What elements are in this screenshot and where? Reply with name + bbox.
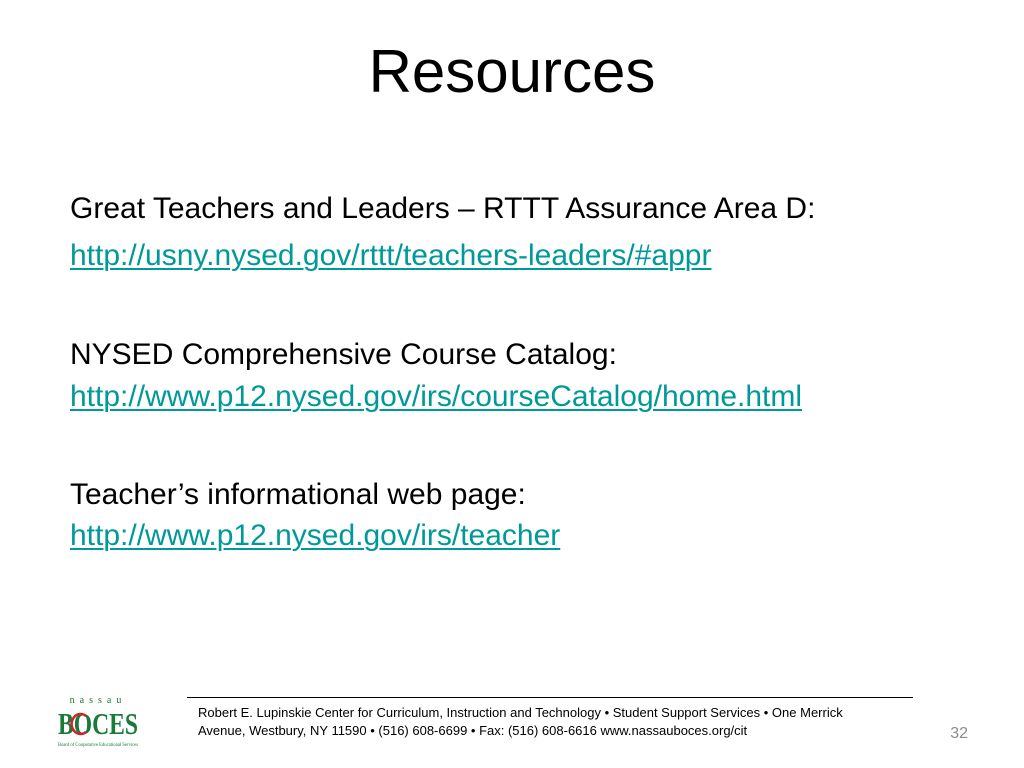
resource-label-teacher-page: Teacher’s informational web page: bbox=[70, 478, 526, 511]
resource-link-course-catalog-container bbox=[70, 379, 970, 415]
footer-address-line-1: Robert E. Lupinskie Center for Curriculum, Instruction and Technology • Student Support Services • One Merrick bbox=[198, 705, 843, 720]
footer-address bbox=[198, 704, 918, 740]
nassau-boces-logo bbox=[56, 693, 140, 749]
footer-address-line-2: Avenue, Westbury, NY 11590 • (516) 608-6699 • Fax: (516) 608-6616 www.nassauboces.org/cit bbox=[198, 723, 748, 738]
resource-link-teacher-page-container bbox=[70, 518, 970, 554]
page-number: 32 bbox=[950, 725, 968, 742]
resource-label-course-catalog: NYSED Comprehensive Course Catalog: bbox=[70, 338, 617, 371]
resource-link-teacher-page[interactable]: http://www.p12.nysed.gov/irs/teacher bbox=[70, 519, 561, 552]
resource-link-course-catalog[interactable]: http://www.p12.nysed.gov/irs/courseCatalog/home.html bbox=[70, 380, 803, 413]
resource-link-rttt[interactable]: http://usny.nysed.gov/rttt/teachers-leaders/#appr bbox=[70, 239, 712, 272]
footer-divider bbox=[187, 697, 913, 698]
resource-label-rttt: Great Teachers and Leaders – RTTT Assurance Area D: bbox=[70, 192, 816, 225]
logo-top-text: nassau bbox=[69, 695, 127, 706]
logo-subtitle: Board of Cooperative Educational Services bbox=[58, 743, 139, 748]
slide-title: Resources bbox=[368, 38, 656, 105]
logo-main-text: BOCES bbox=[58, 706, 138, 741]
resource-link-rttt-container bbox=[70, 238, 970, 274]
